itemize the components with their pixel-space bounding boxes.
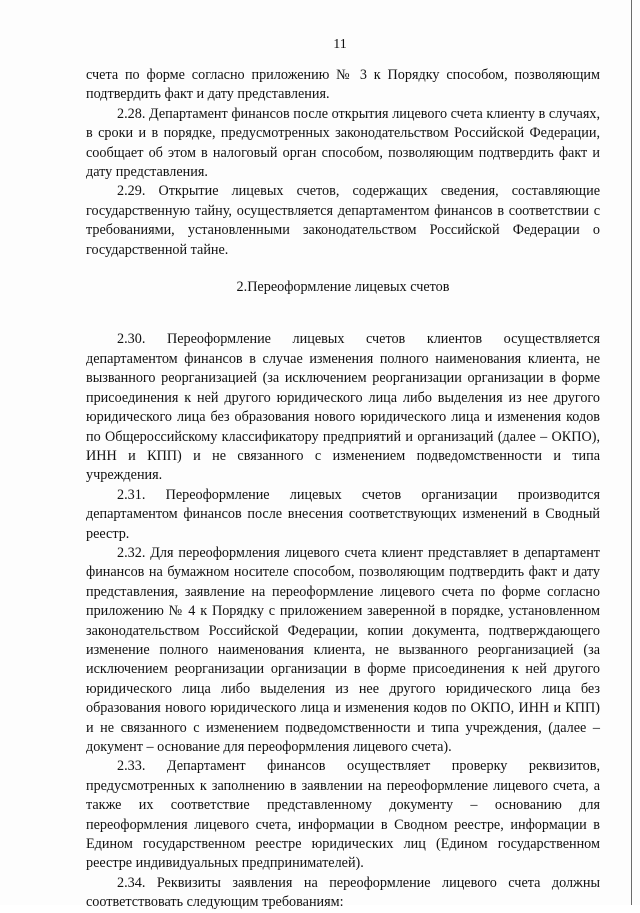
document-body — [86, 66, 600, 913]
paragraph-2-34: 2.34. Реквизиты заявления на переоформление лицевого счета должны соответствовать следующим требованиям: — [86, 874, 600, 911]
paragraph-2-33: 2.33. Департамент финансов осуществляет проверку реквизитов, предусмотренных к заполнению в заявлении на переоформление лицевого счета, а также их соответствие представленному документу – основанию для переоформления лицевого счета, информации в Сводном реестре, информации в Едином государственном реестре юридических лиц (Едином государственном реестре индивидуальных предпринимателей). — [86, 758, 600, 872]
paragraph-2-32: 2.32. Для переоформления лицевого счета клиент представляет в департамент финансов на бумажном носителе способом, позволяющим подтвердить факт и дату представления, заявление на переоформление лицевого счета по форме согласно приложению № 4 к Порядку с приложением заверенной в порядке, установленном законодательством Российской Федерации, копии документа, подтверждающего изменение полного наименования клиента, не вызванного реорганизацией (за исключением реорганизации организации в форме присоединения к ней другого юридического лица либо выделения из нее другого юридического лица без образования нового юридического лица и изменения кодов по ОКПО, ИНН и КПП) и не связанного с изменением подведомственности и типа учреждения, (далее – документ – основание для переоформления лицевого счета). — [86, 544, 600, 755]
paragraph-2-30: 2.30. Переоформление лицевых счетов клиентов осуществляется департаментом финансов в случае изменения полного наименования клиента, не вызванного реорганизацией (за исключением реорганизации организации в форме присоединения к ней другого юридического лица либо выделения из нее другого юридического лица без образования нового юридического лица и изменения кодов по Общероссийскому классификатору предприятий и организаций (далее – ОКПО), ИНН и КПП) и не связанного с изменением подведомственности и типа учреждения. — [86, 331, 600, 484]
page-number: 11 — [333, 37, 347, 52]
paragraph-2-29: 2.29. Открытие лицевых счетов, содержащих сведения, составляющие государственную тайну, осуществляется департаментом финансов в соответствии с требованиями, установленными законодательством Российской Федерации о государственной тайне. — [86, 183, 600, 258]
paragraph-2-28: 2.28. Департамент финансов после открытия лицевого счета клиенту в случаях, в сроки и в порядке, предусмотренных законодательством Российской Федерации, сообщает об этом в налоговый орган способом, позволяющим подтвердить факт и дату представления. — [86, 105, 600, 181]
section-heading: 2.Переоформление лицевых счетов — [236, 279, 450, 296]
page-edge-line — [631, 0, 632, 905]
paragraph-continuation: счета по форме согласно приложению № 3 к Порядку способом, позволяющим подтвердить факт и дату представления. — [86, 67, 600, 103]
paragraph-2-31: 2.31. Переоформление лицевых счетов организации производится департаментом финансов после внесения соответствующих изменений в Сводный реестр. — [86, 486, 600, 542]
